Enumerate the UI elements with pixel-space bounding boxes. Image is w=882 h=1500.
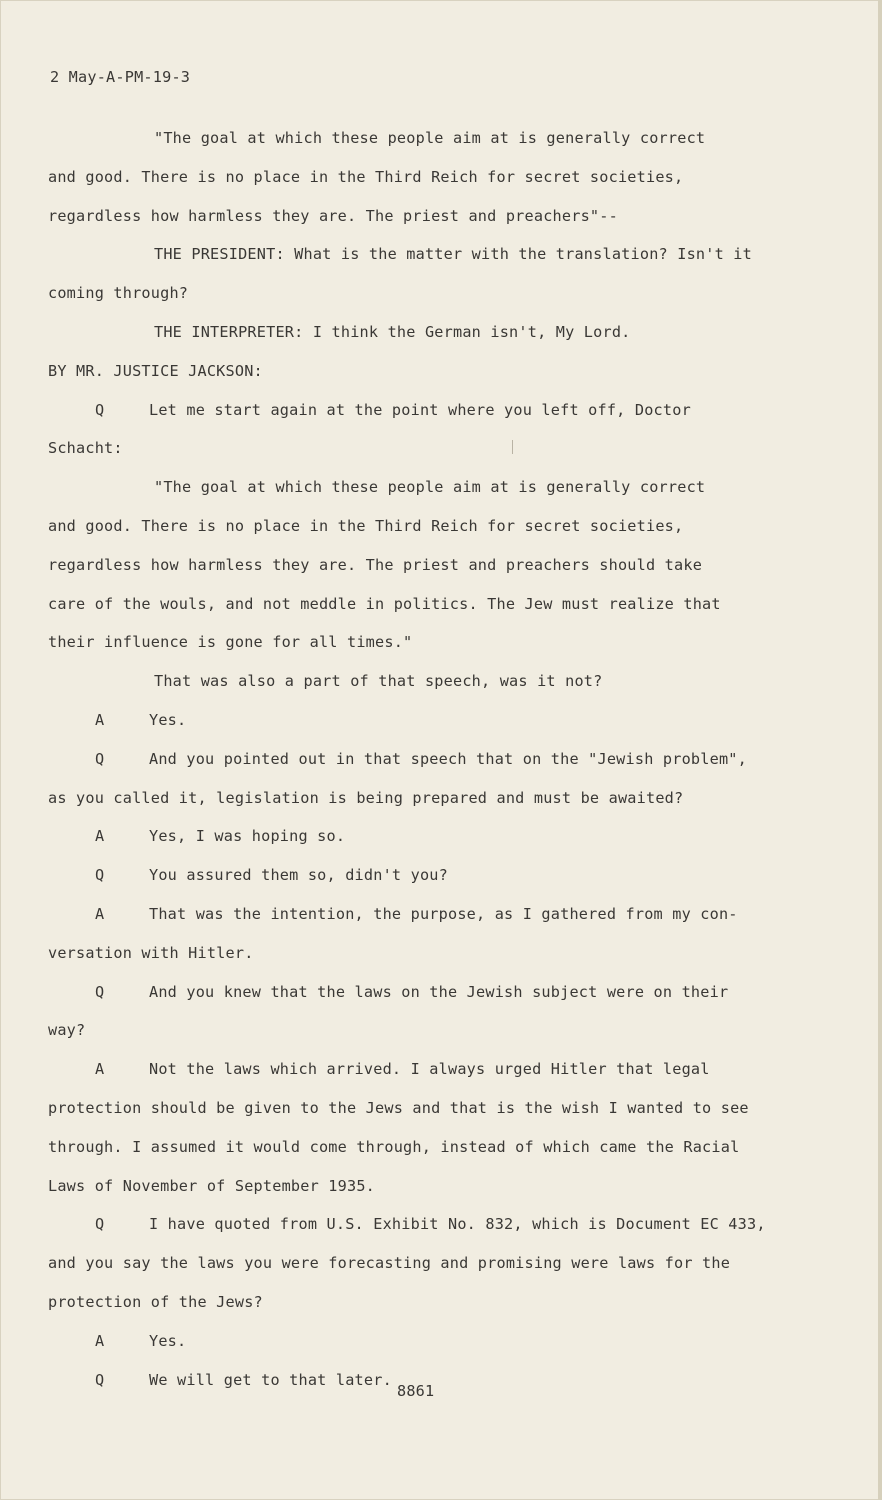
line-text: protection should be given to the Jews and that is the wish I wanted to see [48, 1098, 749, 1117]
line-text: That was also a part of that speech, was it not? [154, 672, 603, 691]
line-text: coming through? [48, 284, 189, 303]
transcript-line [48, 979, 848, 1018]
line-text: You assured them so, didn't you? [149, 866, 448, 885]
transcript-line [48, 1017, 848, 1056]
line-text: And you pointed out in that speech that on the "Jewish problem", [149, 749, 747, 768]
transcript-line [48, 1056, 848, 1095]
question-label: Q [95, 749, 105, 768]
transcript-line [48, 203, 848, 242]
line-text: I have quoted from U.S. Exhibit No. 832, which is Document EC 433, [149, 1215, 766, 1234]
page-header: 2 May-A-PM-19-3 [50, 68, 191, 86]
transcript-line [48, 552, 848, 591]
question-label: Q [95, 1215, 105, 1234]
transcript-line [48, 513, 848, 552]
line-text: THE INTERPRETER: I think the German isn't, My Lord. [154, 322, 631, 341]
transcript-line [48, 474, 848, 513]
transcript-line [48, 629, 848, 668]
line-text: regardless how harmless they are. The priest and preachers should take [48, 555, 703, 574]
transcript-line [48, 435, 848, 474]
transcript-line [48, 1328, 848, 1367]
transcript-line [48, 397, 848, 436]
transcript-line [48, 164, 848, 203]
transcript-line [48, 1173, 848, 1212]
line-text: "The goal at which these people aim at is generally correct [154, 478, 706, 497]
question-label: Q [95, 1370, 105, 1389]
line-text: And you knew that the laws on the Jewish subject were on their [149, 982, 729, 1001]
line-text: Yes. [149, 1331, 187, 1350]
line-text: versation with Hitler. [48, 943, 254, 962]
answer-label: A [95, 1060, 105, 1079]
line-text: regardless how harmless they are. The priest and preachers"-- [48, 206, 618, 225]
transcript-line [48, 125, 848, 164]
line-text: their influence is gone for all times." [48, 633, 413, 652]
transcript-line [48, 1289, 848, 1328]
answer-label: A [95, 710, 105, 729]
line-text: way? [48, 1021, 86, 1040]
line-text: "The goal at which these people aim at is generally correct [154, 129, 706, 147]
transcript-line [48, 823, 848, 862]
transcript-line [48, 241, 848, 280]
line-text: That was the intention, the purpose, as I gathered from my con- [149, 904, 738, 923]
transcript-line [48, 940, 848, 979]
line-text: and good. There is no place in the Third Reich for secret societies, [48, 516, 684, 535]
transcript-line [48, 1250, 848, 1289]
line-text: as you called it, legislation is being prepared and must be awaited? [48, 788, 684, 807]
line-text: THE PRESIDENT: What is the matter with the translation? Isn't it [154, 245, 752, 264]
line-text: BY MR. JUSTICE JACKSON: [48, 361, 263, 380]
transcript-line [48, 668, 848, 707]
transcript-line [48, 707, 848, 746]
page-edge [878, 0, 882, 1500]
line-text: Yes, I was hoping so. [149, 827, 346, 846]
transcript-line [48, 280, 848, 319]
line-text: Laws of November of September 1935. [48, 1176, 376, 1195]
question-label: Q [95, 866, 105, 885]
answer-label: A [95, 1331, 105, 1350]
answer-label: A [95, 827, 105, 846]
answer-label: A [95, 904, 105, 923]
transcript-line [48, 785, 848, 824]
line-text: Schacht: [48, 439, 123, 458]
line-text: Not the laws which arrived. I always urged Hitler that legal [149, 1060, 710, 1079]
question-label: Q [95, 982, 105, 1001]
line-text: Let me start again at the point where you left off, Doctor [149, 400, 691, 419]
transcript-line [48, 1134, 848, 1173]
transcript-line [48, 1095, 848, 1134]
transcript-line [48, 746, 848, 785]
transcript-body [48, 125, 848, 1405]
transcript-line [48, 319, 848, 358]
transcript-line [48, 862, 848, 901]
transcript-line [48, 591, 848, 630]
transcript-line [48, 901, 848, 940]
line-text: through. I assumed it would come through, instead of which came the Racial [48, 1137, 740, 1156]
line-text: Yes. [149, 710, 187, 729]
page-number: 8861 [397, 1382, 435, 1400]
line-text: and good. There is no place in the Third Reich for secret societies, [48, 167, 684, 186]
line-text: protection of the Jews? [48, 1292, 263, 1311]
line-text: care of the wouls, and not meddle in politics. The Jew must realize that [48, 594, 721, 613]
transcript-line [48, 1211, 848, 1250]
question-label: Q [95, 400, 105, 419]
line-text: We will get to that later. [149, 1370, 392, 1389]
transcript-line [48, 1367, 848, 1406]
transcript-line [48, 358, 848, 397]
line-text: and you say the laws you were forecasting and promising were laws for the [48, 1254, 731, 1273]
